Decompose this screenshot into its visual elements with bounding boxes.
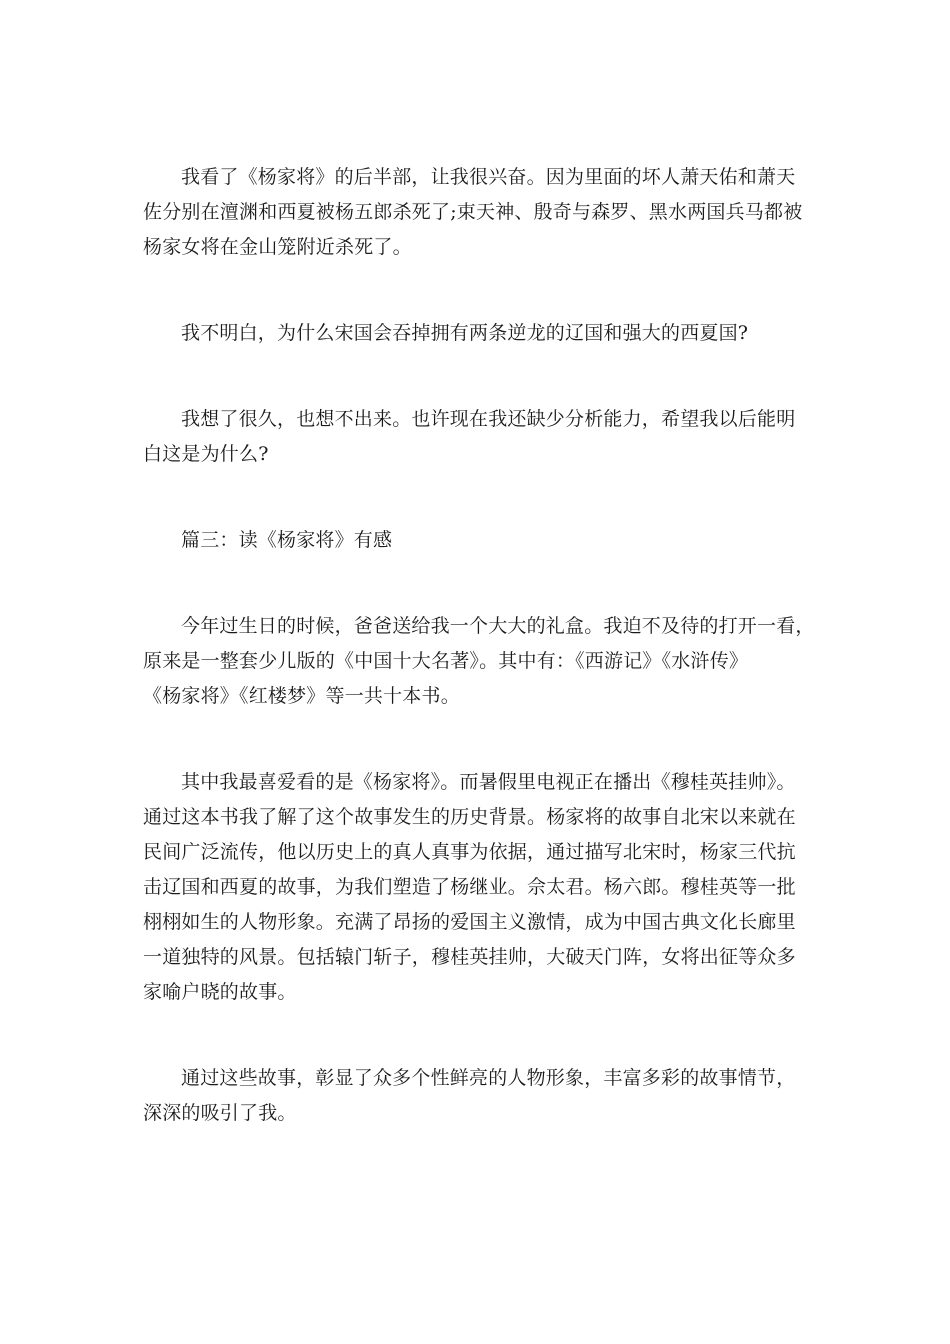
paragraph-7 xyxy=(143,1061,813,1131)
section-heading xyxy=(143,523,813,558)
paragraph-line: 其中我最喜爱看的是《杨家将》。而暑假里电视正在播出《穆桂英挂帅》。 xyxy=(181,771,796,793)
document-body xyxy=(143,160,813,1182)
paragraph-line: 我不明白，为什么宋国会吞掉拥有两条逆龙的辽国和强大的西夏国? xyxy=(181,322,749,344)
paragraph-line: 白这是为什么? xyxy=(143,443,269,465)
paragraph-line: 深深的吸引了我。 xyxy=(143,1102,297,1124)
paragraph-1 xyxy=(143,160,813,265)
paragraph-2 xyxy=(143,316,813,351)
paragraph-line: 原来是一整套少儿版的《中国十大名著》。其中有：《西游记》《水浒传》 xyxy=(143,650,749,672)
paragraph-line: 家喻户晓的故事。 xyxy=(143,981,297,1003)
paragraph-3 xyxy=(143,402,813,472)
paragraph-6 xyxy=(143,765,813,1010)
paragraph-line: 我看了《杨家将》的后半部，让我很兴奋。因为里面的坏人萧天佑和萧天 xyxy=(181,166,796,188)
paragraph-line: 佐分别在澶渊和西夏被杨五郎杀死了;束天神、殷奇与森罗、黑水两国兵马都被 xyxy=(143,201,803,223)
paragraph-line: 通过这些故事，彰显了众多个性鲜亮的人物形象，丰富多彩的故事情节， xyxy=(181,1067,796,1089)
paragraph-line: 我想了很久，也想不出来。也许现在我还缺少分析能力，希望我以后能明 xyxy=(181,408,796,430)
paragraph-line: 民间广泛流传，他以历史上的真人真事为依据，通过描写北宋时，杨家三代抗 xyxy=(143,841,796,863)
paragraph-line: 栩栩如生的人物形象。充满了昂扬的爱国主义激情，成为中国古典文化长廊里 xyxy=(143,911,796,933)
paragraph-line: 杨家女将在金山笼附近杀死了。 xyxy=(143,236,412,258)
paragraph-line: 《杨家将》《红楼梦》等一共十本书。 xyxy=(143,685,460,707)
paragraph-line: 一道独特的风景。包括辕门斩子，穆桂英挂帅，大破天门阵，女将出征等众多 xyxy=(143,946,796,968)
paragraph-line: 今年过生日的时候，爸爸送给我一个大大的礼盒。我迫不及待的打开一看， xyxy=(181,615,815,637)
paragraph-line: 击辽国和西夏的故事，为我们塑造了杨继业。佘太君。杨六郎。穆桂英等一批 xyxy=(143,876,796,898)
paragraph-line: 通过这本书我了解了这个故事发生的历史背景。杨家将的故事自北宋以来就在 xyxy=(143,806,796,828)
section-title: 篇三：读《杨家将》有感 xyxy=(181,529,393,551)
paragraph-5 xyxy=(143,609,813,714)
